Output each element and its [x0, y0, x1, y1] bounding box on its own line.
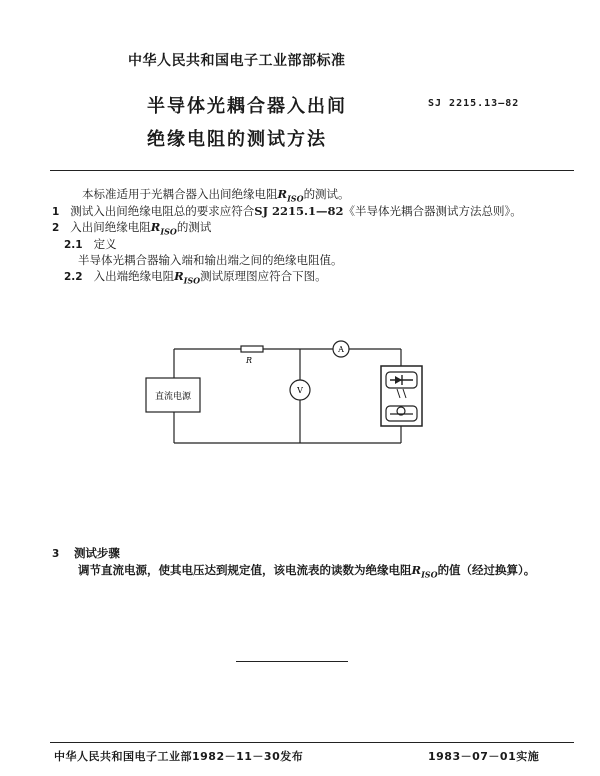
footer-rule [50, 742, 574, 743]
issue-date: 中华人民共和国电子工业部1982－11－30发布 [54, 750, 304, 763]
effective-date: 1983－07－01实施 [428, 750, 540, 763]
section-2-1-title: 定义 [93, 237, 117, 251]
section-2-2-number: 2.2 [64, 271, 83, 283]
section-2-text-a: 入出间绝缘电阻 [70, 220, 151, 234]
section-2-2-text-b: 测试原理图应符合下图。 [200, 269, 327, 283]
resistor-label: R [245, 356, 253, 365]
title-line-1: 半导体光耦合器入出间 [147, 96, 347, 117]
symbol-riso: $R_{ISO}$ [277, 187, 304, 204]
issuing-authority: 中华人民共和国电子工业部部标准 [128, 53, 346, 69]
section-3-number: 3 [52, 548, 60, 560]
section-2-text-b: 的测试 [176, 220, 212, 234]
section-1-text-c: 《半导体光耦合器测试方法总则》。 [343, 204, 522, 218]
section-3 [52, 545, 120, 562]
section-2-number: 2 [52, 222, 60, 234]
intro-text-a: 本标准适用于光耦合器入出间绝缘电阻 [82, 187, 278, 201]
section-1-text-a: 测试入出间绝缘电阻总的要求应符合 [70, 204, 255, 218]
section-3-text [78, 562, 535, 582]
section-3-title: 测试步骤 [73, 546, 120, 560]
section-1-standard-ref: SJ 2215.1—82 [254, 204, 344, 218]
section-2-1-text: 半导体光耦合器输入端和输出端之间的绝缘电阻值。 [78, 253, 343, 267]
section-3-text-a: 调节直流电源，使其电压达到规定值，该电流表的读数为绝缘电阻 [78, 563, 412, 577]
end-of-text-rule [236, 661, 348, 662]
resistor-r [241, 346, 263, 352]
standard-code: SJ 2215.13—82 [428, 98, 520, 109]
optocoupler-device [381, 366, 422, 426]
title-line-2: 绝缘电阻的测试方法 [147, 129, 327, 150]
symbol-riso: $R_{ISO}$ [411, 563, 438, 580]
section-2-2-text-a: 入出端绝缘电阻 [93, 269, 175, 283]
ammeter-label: A [338, 345, 344, 354]
voltmeter-label: V [297, 386, 303, 395]
symbol-riso: $R_{ISO}$ [150, 220, 177, 237]
dc-power-supply-label: 直流电源 [154, 392, 192, 402]
section-1-number: 1 [52, 206, 60, 218]
section-2-1-number: 2.1 [64, 239, 83, 251]
symbol-riso: $R_{ISO}$ [174, 269, 201, 286]
section-3-text-b: 的值（经过换算）。 [437, 563, 536, 577]
intro-text-b: 的测试。 [303, 187, 350, 201]
